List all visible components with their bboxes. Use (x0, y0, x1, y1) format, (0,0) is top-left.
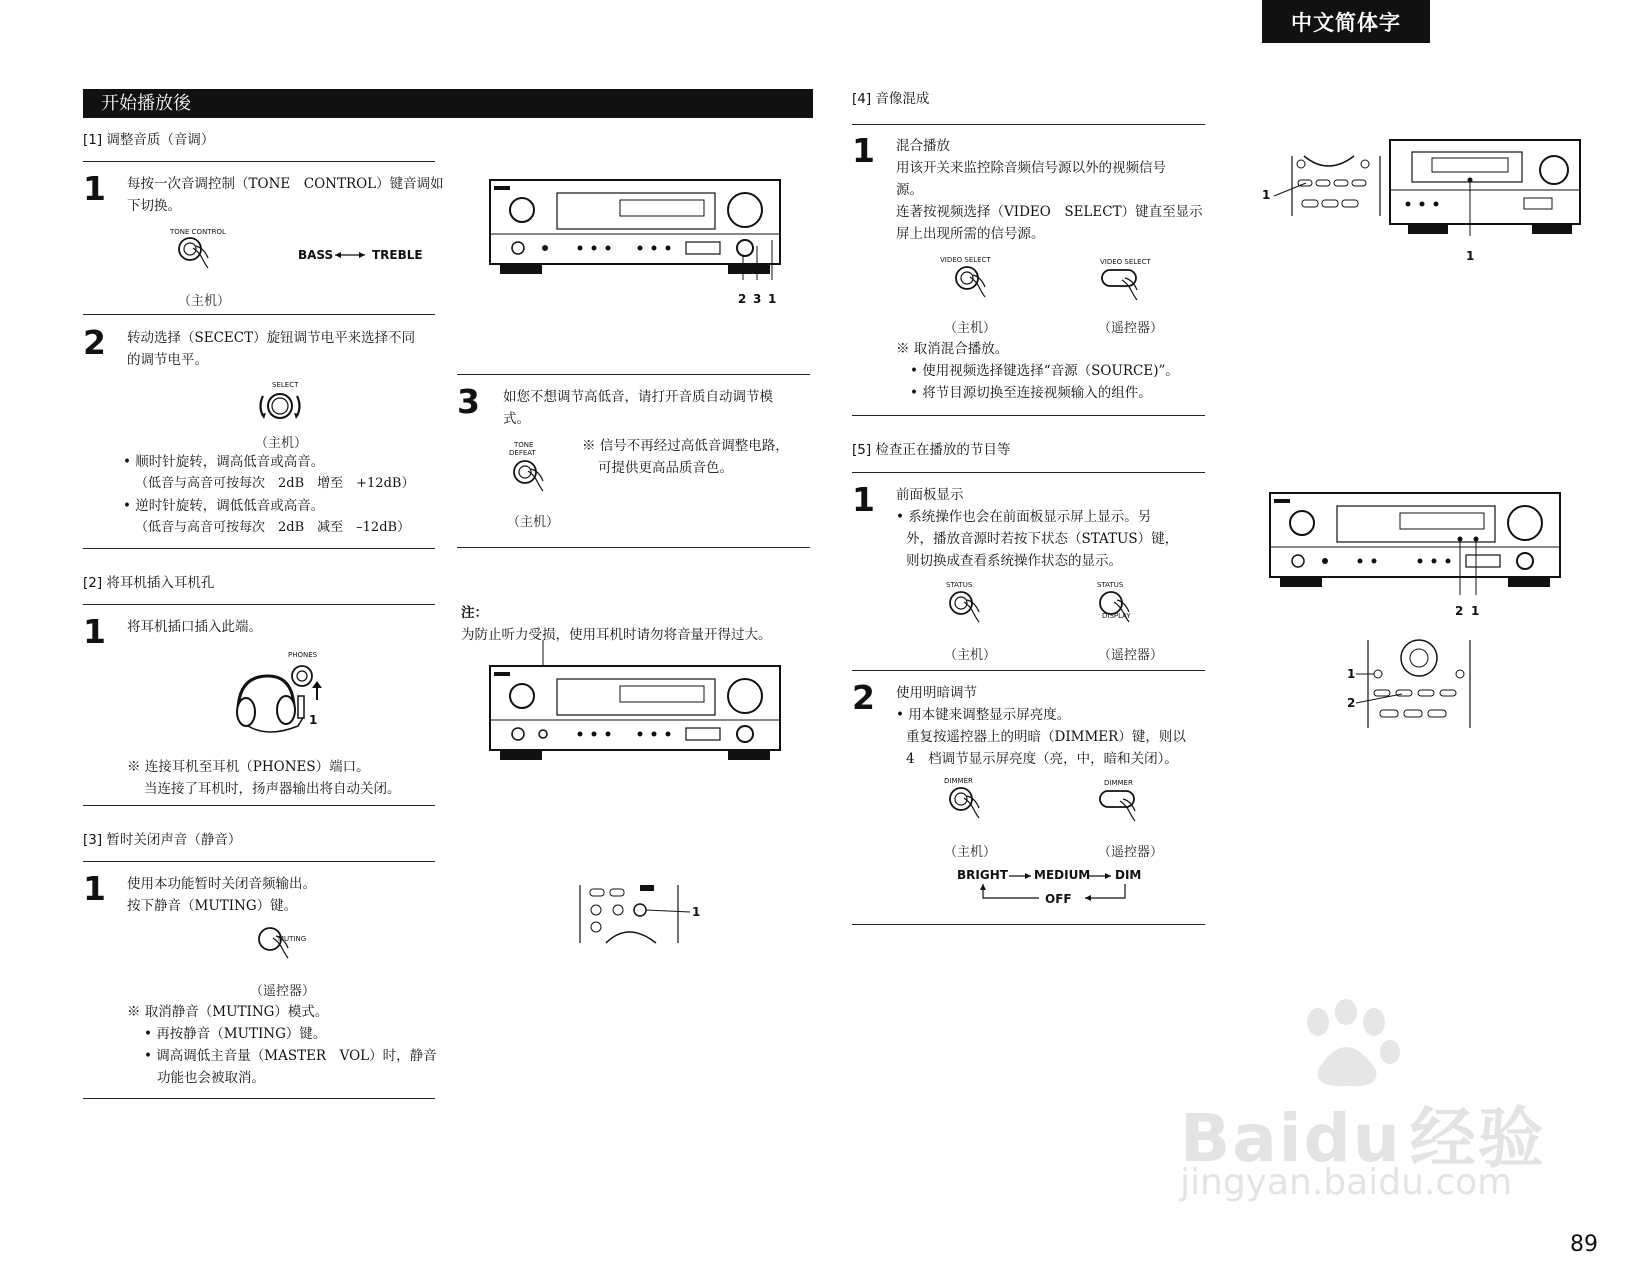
step-text: 的调节电平。 (127, 352, 208, 368)
button-label: DIMMER (1104, 779, 1133, 787)
note-text: 可提供更高品质音色。 (598, 460, 733, 476)
receiver-front-panel-illustration (490, 650, 790, 760)
section-heading-mute: [3] 暂时关闭声音（静音） (83, 832, 242, 848)
step-text: 如您不想调节高低音，请打开音质自动调节模 (503, 389, 773, 405)
bullet-text: • 逆时针旋转，调低低音或高音。 (123, 498, 325, 514)
bullet-text: 功能也会被取消。 (157, 1070, 265, 1086)
divider (83, 604, 435, 605)
section-heading-video-mix: [4] 音像混成 (852, 91, 930, 107)
button-label: STATUS (1097, 581, 1124, 589)
step-text: 下切换。 (127, 198, 181, 214)
bullet-text: • 调高调低主音量（MASTER VOL）时，静音 (144, 1048, 437, 1064)
caption-remote: （遥控器） (1098, 845, 1164, 860)
button-label: TONE CONTROL (170, 228, 226, 236)
divider (852, 415, 1205, 416)
bullet-text: 外，播放音源时若按下状态（STATUS）键， (906, 531, 1179, 547)
callout-number: 1 (692, 905, 701, 919)
watermark-brand: Baidu 经验 (1180, 1100, 1546, 1177)
step-number: 2 (83, 323, 106, 362)
bullet-text: 则切换成查看系统操作状态的显示。 (906, 553, 1122, 569)
flow-off: OFF (1045, 892, 1072, 906)
flow-dim: DIM (1115, 868, 1142, 882)
step-number: 2 (852, 678, 875, 717)
callout-number: 2 (1347, 696, 1356, 710)
video-select-button-icon (952, 264, 1012, 308)
step-text: 转动选择（SECECT）旋钮调节电平来选择不同 (127, 330, 416, 346)
section-heading-tone: [1] 调整音质（音调） (83, 132, 215, 148)
treble-label: TREBLE (372, 248, 423, 262)
note-text: ※ 连接耳机至耳机（PHONES）端口。 (127, 759, 370, 775)
divider (83, 861, 435, 862)
step-text: 使用本功能暂时关闭音频输出。 (127, 876, 316, 892)
callout-number: 1 (768, 292, 777, 306)
divider (852, 472, 1205, 473)
remote-status-button-icon (1096, 589, 1156, 633)
divider (852, 924, 1205, 925)
divider (83, 161, 435, 162)
bass-label: BASS (298, 248, 334, 262)
divider (852, 670, 1205, 671)
divider (852, 124, 1205, 125)
knob-label: SELECT (272, 381, 299, 389)
button-label: TONE (514, 441, 534, 449)
flow-medium: MEDIUM (1034, 868, 1091, 882)
caption-remote: （遥控器） (1098, 648, 1164, 663)
caption-main-unit: （主机） (178, 294, 231, 309)
step-text: 连著按视频选择（VIDEO SELECT）键直至显示 (896, 204, 1203, 220)
caption-main-unit: （主机） (944, 845, 997, 860)
step-text: 式。 (503, 411, 530, 427)
step-number: 1 (852, 131, 875, 170)
caption-main-unit: （主机） (255, 436, 308, 451)
section-heading-headphones: [2] 将耳机插入耳机孔 (83, 575, 215, 591)
language-tab: 中文简体字 (1262, 0, 1430, 43)
note-heading: 注： (461, 605, 488, 621)
caption-remote: （遥控器） (250, 984, 316, 999)
note-text: 当连接了耳机时，扬声器输出将自动关闭。 (144, 781, 401, 797)
divider (83, 548, 435, 549)
button-label: STATUS (946, 581, 973, 589)
note-text: ※ 取消静音（MUTING）模式。 (127, 1004, 329, 1020)
callout-number: 1 (1466, 249, 1475, 263)
dimmer-cycle-arrows (975, 870, 1135, 906)
button-label: MUTING (278, 935, 307, 943)
divider (457, 547, 810, 548)
step-text: 将耳机插口插入此端。 (127, 619, 262, 635)
bullet-subtext: （低音与高音可按每次 2dB 减至 –12dB） (135, 520, 411, 535)
section-heading-status: [5] 检查正在播放的节目等 (852, 442, 1011, 458)
remote-dimmer-button-icon (1098, 787, 1158, 831)
remote-video-select-button-icon (1100, 266, 1160, 310)
button-label: VIDEO SELECT (940, 256, 991, 264)
step-text: 屏上出现所需的信号源。 (896, 226, 1045, 242)
step-number: 3 (457, 382, 480, 421)
button-label: DIMMER (944, 777, 973, 785)
step-text: 用该开关来监控除音频信号源以外的视频信号 (896, 160, 1166, 176)
step-text: 源。 (896, 182, 923, 198)
double-arrow-icon (333, 250, 367, 260)
caption-main-unit: （主机） (507, 515, 560, 530)
note-text: 为防止听力受损，使用耳机时请勿将音量开得过大。 (461, 627, 772, 643)
receiver-front-panel-illustration (490, 180, 790, 290)
remote-and-receiver-illustration (1262, 140, 1582, 240)
dimmer-button-icon (946, 785, 1006, 829)
receiver-front-panel-illustration (1270, 493, 1570, 608)
callout-number: 1 (1471, 604, 1480, 618)
select-knob-icon (255, 386, 305, 426)
bullet-text: • 将节目源切换至连接视频输入的组件。 (910, 385, 1152, 401)
callout-number: 2 (738, 292, 747, 306)
tone-defeat-button-icon (510, 458, 570, 502)
button-label: VIDEO SELECT (1100, 258, 1151, 266)
step-text: 每按一次音调控制（TONE CONTROL）键音调如 (127, 176, 444, 192)
caption-main-unit: （主机） (944, 321, 997, 336)
divider (83, 805, 435, 806)
callout-number: 1 (1262, 188, 1271, 202)
caption-main-unit: （主机） (944, 648, 997, 663)
divider (83, 314, 435, 315)
remote-control-fragment (578, 885, 701, 943)
status-button-icon (946, 589, 1006, 633)
step-number: 1 (83, 869, 106, 908)
divider (457, 374, 810, 375)
bullet-text: • 系统操作也会在前面板显示屏上显示。另 (896, 509, 1152, 525)
note-text: ※ 信号不再经过高低音调整电路， (582, 438, 789, 454)
bullet-subtext: （低音与高音可按每次 2dB 增至 +12dB） (135, 476, 415, 491)
divider (83, 1098, 435, 1099)
page-number: 89 (1570, 1232, 1598, 1257)
step-title: 混合播放 (896, 138, 950, 154)
callout-number: 1 (1347, 667, 1356, 681)
step-text: 按下静音（MUTING）键。 (127, 898, 298, 914)
bullet-text: • 再按静音（MUTING）键。 (144, 1026, 327, 1042)
note-text: ※ 取消混合播放。 (896, 341, 1009, 357)
button-label: DEFEAT (509, 449, 536, 457)
jack-label: PHONES (288, 651, 318, 659)
callout-number: 2 (1455, 604, 1464, 618)
section-title-bar: 开始播放後 (83, 89, 813, 118)
remote-control-fragment (1362, 640, 1482, 728)
bullet-text: • 顺时针旋转，调高低音或高音。 (123, 454, 325, 470)
caption-remote: （遥控器） (1098, 321, 1164, 336)
callout-number: 3 (753, 292, 762, 306)
callout-number: 1 (309, 713, 318, 727)
flow-bright: BRIGHT (957, 868, 1008, 882)
bullet-text: 重复按遥控器上的明暗（DIMMER）键，则以 (906, 729, 1186, 745)
step-number: 1 (83, 169, 106, 208)
press-button-icon (175, 236, 235, 276)
mute-button-icon (255, 925, 315, 969)
step-title: 前面板显示 (896, 487, 964, 503)
step-number: 1 (83, 612, 106, 651)
bullet-text: • 使用视频选择键选择“音源（SOURCE)”。 (910, 363, 1179, 379)
bullet-text: 4 档调节显示屏亮度（亮，中，暗和关闭）。 (906, 751, 1178, 767)
paw-logo-icon (1288, 1000, 1408, 1095)
watermark-url: jingyan.baidu.com (1180, 1162, 1513, 1203)
step-title: 使用明暗调节 (896, 685, 977, 701)
button-sublabel: DISPLAY (1102, 612, 1131, 620)
step-number: 1 (852, 480, 875, 519)
headphones-icon (232, 660, 352, 740)
bullet-text: • 用本键来调整显示屏亮度。 (896, 707, 1071, 723)
